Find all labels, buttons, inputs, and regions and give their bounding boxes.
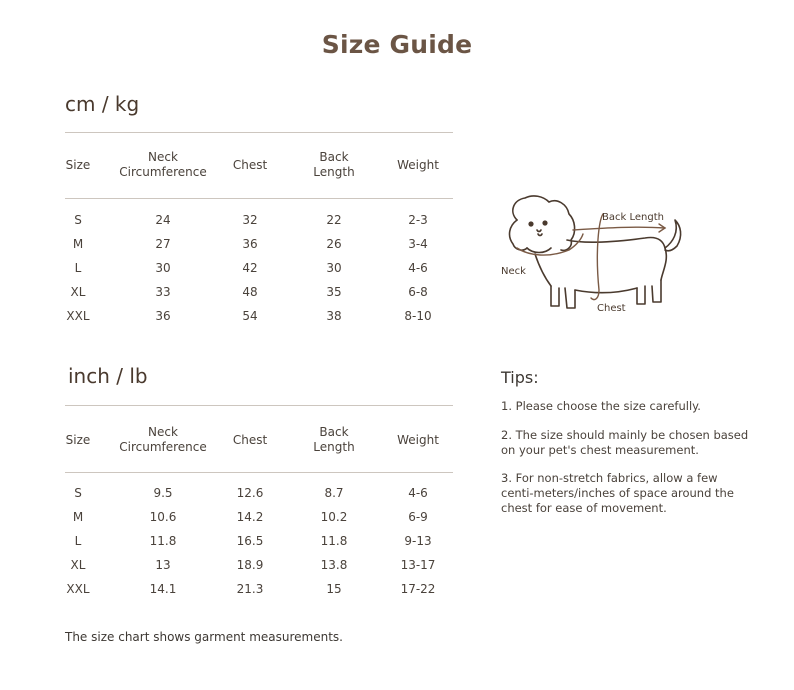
cell-back-length: 30 <box>326 261 342 275</box>
cell-size: S <box>74 213 82 227</box>
cell-weight: 9-13 <box>404 534 432 548</box>
tips-title: Tips: <box>501 368 539 387</box>
cell-weight: 8-10 <box>404 309 432 323</box>
dog-measurement-diagram <box>495 190 695 320</box>
cell-back-length: 11.8 <box>320 534 348 548</box>
back-length-label: Back Length <box>602 212 664 223</box>
cell-chest: 21.3 <box>236 582 264 596</box>
cell-weight: 6-9 <box>408 510 428 524</box>
table-divider <box>65 472 453 473</box>
measurement-lines <box>517 214 665 300</box>
cell-chest: 42 <box>242 261 258 275</box>
table-divider <box>65 132 453 133</box>
cell-weight: 13-17 <box>400 558 436 572</box>
unit-heading-imperial: inch / lb <box>68 364 148 388</box>
cell-back-length: 10.2 <box>320 510 348 524</box>
table-divider <box>65 198 453 199</box>
header-size: Size <box>65 158 91 172</box>
cell-back-length: 26 <box>326 237 342 251</box>
header-weight: Weight <box>397 158 439 172</box>
cell-chest: 16.5 <box>236 534 264 548</box>
header-chest: Chest <box>232 433 268 447</box>
header-neck-circumference: Neck Circumference <box>119 425 207 454</box>
chest-label: Chest <box>597 303 626 314</box>
cell-neck-circumference: 33 <box>155 285 171 299</box>
cell-size: XXL <box>66 582 90 596</box>
tip-item: 3. For non-stretch fabrics, allow a few centi-meters/inches of space around the chest for ease of movement. <box>501 471 734 515</box>
cell-weight: 2-3 <box>408 213 428 227</box>
cell-chest: 48 <box>242 285 258 299</box>
cell-size: L <box>74 534 82 548</box>
cell-weight: 4-6 <box>408 486 428 500</box>
table-divider <box>65 405 453 406</box>
cell-chest: 18.9 <box>236 558 264 572</box>
header-size: Size <box>65 433 91 447</box>
header-back-length: Back Length <box>313 150 355 179</box>
cell-neck-circumference: 27 <box>155 237 171 251</box>
header-chest: Chest <box>232 158 268 172</box>
chest-line <box>591 214 603 300</box>
cell-weight: 3-4 <box>408 237 428 251</box>
header-back-length: Back Length <box>313 425 355 454</box>
cell-neck-circumference: 13 <box>155 558 171 572</box>
cell-weight: 17-22 <box>400 582 436 596</box>
cell-chest: 12.6 <box>236 486 264 500</box>
cell-back-length: 38 <box>326 309 342 323</box>
cell-chest: 54 <box>242 309 258 323</box>
cell-chest: 32 <box>242 213 258 227</box>
cell-back-length: 22 <box>326 213 342 227</box>
cell-size: XXL <box>66 309 90 323</box>
cell-back-length: 15 <box>326 582 342 596</box>
cell-chest: 36 <box>242 237 258 251</box>
cell-size: M <box>72 237 84 251</box>
tip-item: 2. The size should mainly be chosen based on your pet's chest measurement. <box>501 428 749 457</box>
cell-neck-circumference: 9.5 <box>153 486 173 500</box>
cell-back-length: 13.8 <box>320 558 348 572</box>
cell-size: XL <box>70 558 86 572</box>
cell-weight: 6-8 <box>408 285 428 299</box>
cell-size: XL <box>70 285 86 299</box>
cell-back-length: 35 <box>326 285 342 299</box>
cell-neck-circumference: 14.1 <box>149 582 177 596</box>
cell-neck-circumference: 36 <box>155 309 171 323</box>
header-weight: Weight <box>397 433 439 447</box>
cell-neck-circumference: 24 <box>155 213 171 227</box>
cell-back-length: 8.7 <box>324 486 344 500</box>
page-title: Size Guide <box>321 30 473 59</box>
header-neck-circumference: Neck Circumference <box>119 150 207 179</box>
neck-label: Neck <box>501 266 526 277</box>
cell-size: L <box>74 261 82 275</box>
cell-size: S <box>74 486 82 500</box>
unit-heading-metric: cm / kg <box>65 92 140 116</box>
footnote: The size chart shows garment measurements. <box>65 630 343 644</box>
cell-chest: 14.2 <box>236 510 264 524</box>
back-length-line <box>573 227 665 230</box>
cell-neck-circumference: 10.6 <box>149 510 177 524</box>
tip-item: 1. Please choose the size carefully. <box>501 399 701 413</box>
cell-neck-circumference: 11.8 <box>149 534 177 548</box>
cell-neck-circumference: 30 <box>155 261 171 275</box>
cell-size: M <box>72 510 84 524</box>
cell-weight: 4-6 <box>408 261 428 275</box>
